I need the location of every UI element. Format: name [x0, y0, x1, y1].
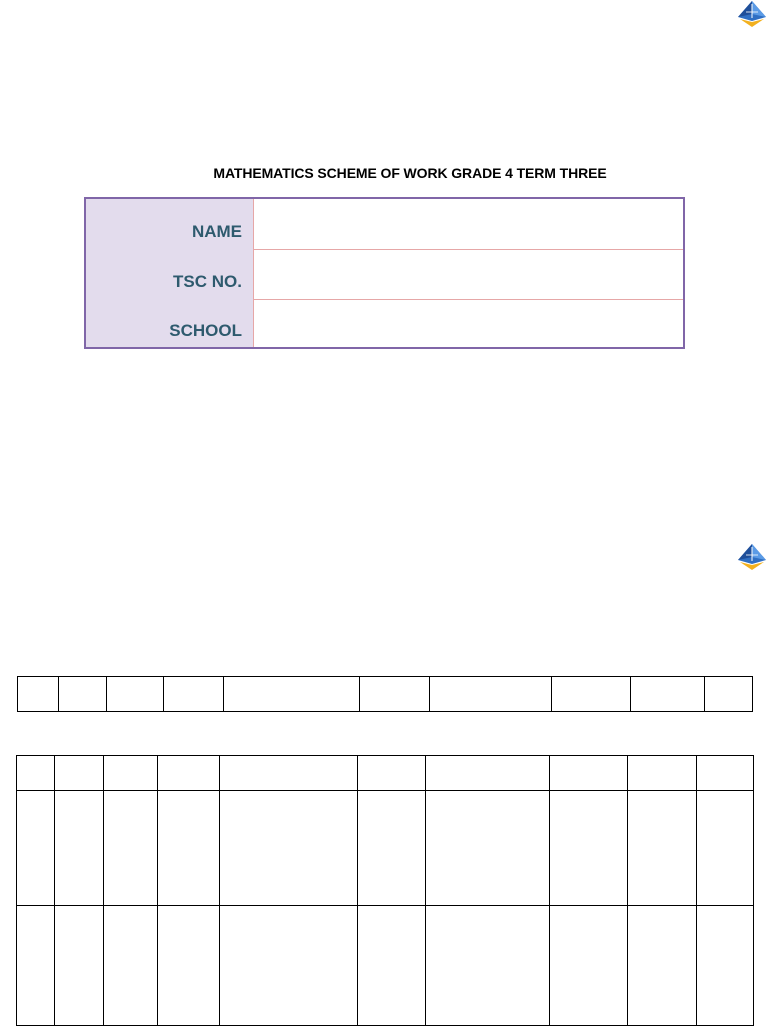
tsc-no-field[interactable] [254, 249, 683, 299]
table-row [17, 791, 754, 906]
table-cell [550, 906, 628, 1026]
table-cell [358, 756, 426, 791]
table-cell [628, 756, 697, 791]
scheme-body-table [16, 755, 754, 1026]
table-cell [164, 677, 224, 712]
table-cell [59, 677, 107, 712]
table-cell [697, 791, 754, 906]
table-cell [358, 906, 426, 1026]
table-cell [17, 791, 55, 906]
table-row [17, 906, 754, 1026]
table-cell [55, 756, 104, 791]
table-row [18, 677, 753, 712]
info-row-tsc [86, 249, 683, 299]
table-cell [550, 791, 628, 906]
table-cell [705, 677, 753, 712]
table-cell [697, 756, 754, 791]
table-cell [220, 756, 358, 791]
table-cell [158, 791, 220, 906]
table-cell [631, 677, 705, 712]
table-cell [426, 756, 550, 791]
teacher-info-form [84, 197, 685, 349]
scheme-header-table [17, 676, 753, 712]
table-cell [104, 906, 158, 1026]
table-cell [628, 791, 697, 906]
table-cell [628, 906, 697, 1026]
table-cell [18, 677, 59, 712]
tsc-no-label: TSC NO. [86, 249, 254, 299]
diamond-logo-icon [736, 0, 768, 28]
table-cell [220, 791, 358, 906]
name-label: NAME [86, 199, 254, 249]
table-cell [697, 906, 754, 1026]
name-field[interactable] [254, 199, 683, 249]
table-row [17, 756, 754, 791]
document-title: MATHEMATICS SCHEME OF WORK GRADE 4 TERM THREE [213, 165, 607, 181]
table-cell [430, 677, 552, 712]
table-cell [552, 677, 631, 712]
table-cell [360, 677, 430, 712]
table-cell [220, 906, 358, 1026]
school-field[interactable] [254, 299, 683, 347]
table-cell [55, 906, 104, 1026]
info-row-school [86, 299, 683, 347]
table-cell [17, 906, 55, 1026]
info-row-name [86, 199, 683, 249]
table-cell [426, 906, 550, 1026]
diamond-logo-icon [736, 543, 768, 571]
school-label: SCHOOL [86, 299, 254, 347]
table-cell [158, 756, 220, 791]
table-cell [426, 791, 550, 906]
table-cell [550, 756, 628, 791]
table-cell [104, 791, 158, 906]
table-cell [104, 756, 158, 791]
table-cell [17, 756, 55, 791]
table-cell [224, 677, 360, 712]
table-cell [55, 791, 104, 906]
table-cell [358, 791, 426, 906]
table-cell [107, 677, 164, 712]
table-cell [158, 906, 220, 1026]
